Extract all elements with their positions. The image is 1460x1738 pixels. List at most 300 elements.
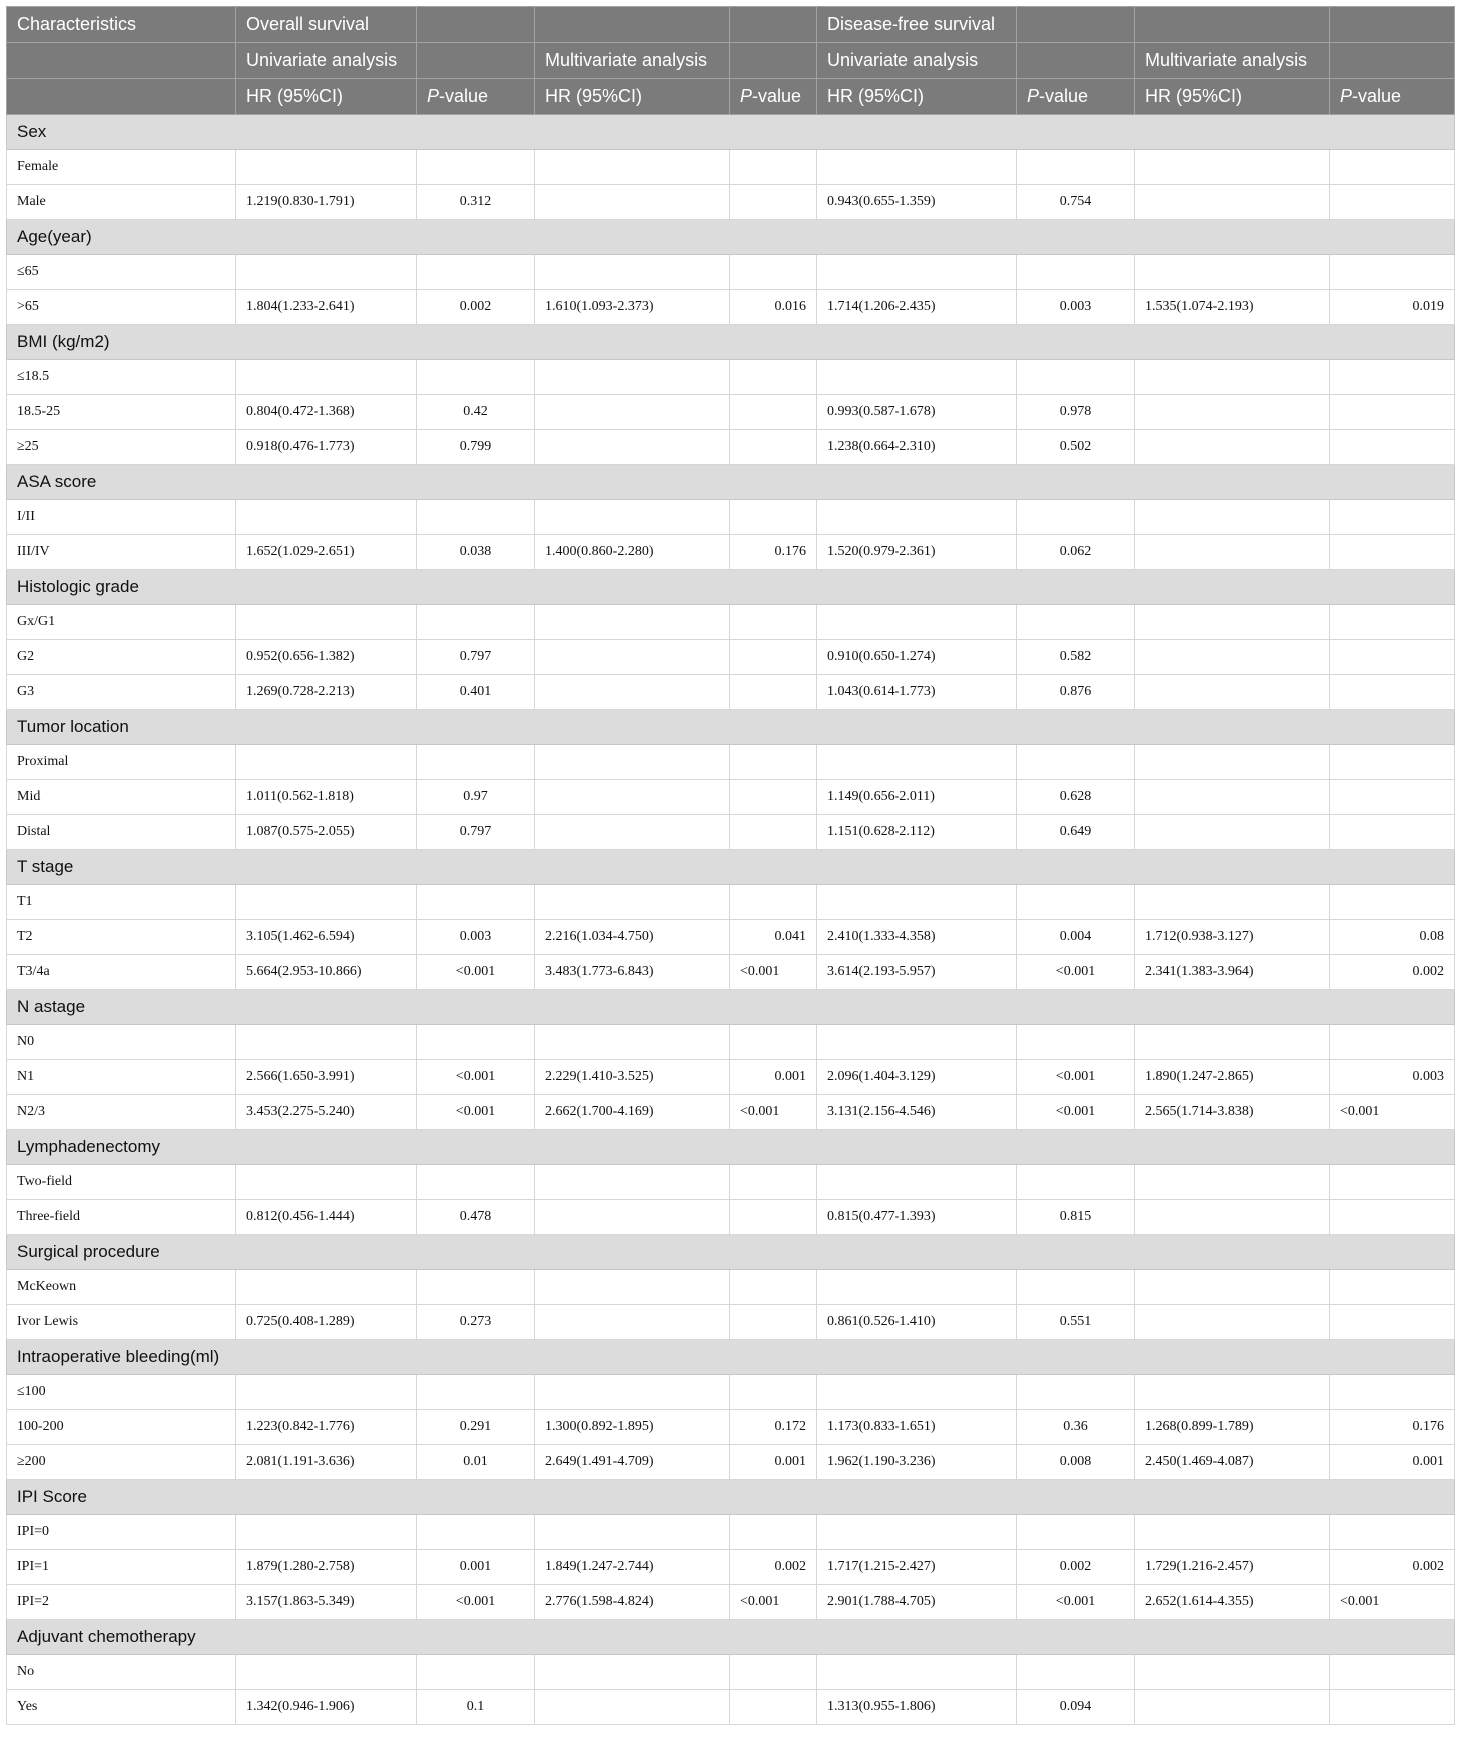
row-label: No — [7, 1655, 236, 1690]
table-row — [7, 430, 1455, 465]
os-multi-p-cell — [730, 1515, 817, 1550]
dfs-multi-p-cell — [1330, 605, 1455, 640]
os-uni-hr-cell: 1.879(1.280-2.758) — [236, 1550, 417, 1585]
dfs-uni-p-cell — [1017, 500, 1135, 535]
dfs-uni-hr-cell: 1.313(0.955-1.806) — [817, 1690, 1017, 1725]
dfs-uni-p-header — [1017, 79, 1135, 115]
dfs-multi-p-cell — [1330, 395, 1455, 430]
dfs-multi-hr-cell — [1135, 1655, 1330, 1690]
table-row — [7, 1445, 1455, 1480]
dfs-uni-p-cell — [1017, 1165, 1135, 1200]
group-row — [7, 570, 1455, 605]
os-multi-hr-header: HR (95%CI) — [535, 79, 730, 115]
os-multi-p-cell: 0.172 — [730, 1410, 817, 1445]
dfs-uni-p-cell — [1017, 1515, 1135, 1550]
row-label: I/II — [7, 500, 236, 535]
row-label: IPI=2 — [7, 1585, 236, 1620]
row-label: T1 — [7, 885, 236, 920]
dfs-multi-p-cell — [1330, 1655, 1455, 1690]
dfs-uni-p-cell: 0.628 — [1017, 780, 1135, 815]
dfs-multi-p-header — [1330, 79, 1455, 115]
dfs-uni-hr-cell — [817, 1655, 1017, 1690]
row-label: ≤100 — [7, 1375, 236, 1410]
dfs-uni-hr-cell: 1.962(1.190-3.236) — [817, 1445, 1017, 1480]
row-label: Three-field — [7, 1200, 236, 1235]
dfs-multi-hr-cell — [1135, 1270, 1330, 1305]
table-row — [7, 360, 1455, 395]
row-label: Male — [7, 185, 236, 220]
p-italic: P — [1340, 86, 1353, 106]
dfs-uni-hr-cell: 0.993(0.587-1.678) — [817, 395, 1017, 430]
os-multi-p-cell — [730, 1305, 817, 1340]
row-label: IPI=0 — [7, 1515, 236, 1550]
dfs-multi-p-cell — [1330, 675, 1455, 710]
os-multi-p-cell — [730, 360, 817, 395]
row-label: Proximal — [7, 745, 236, 780]
dfs-multi-p-cell — [1330, 1305, 1455, 1340]
dfs-uni-p-cell: <0.001 — [1017, 1095, 1135, 1130]
os-uni-hr-cell — [236, 360, 417, 395]
dfs-uni-hr-cell — [817, 500, 1017, 535]
os-multi-hr-cell — [535, 1200, 730, 1235]
table-row — [7, 535, 1455, 570]
os-multi-hr-cell: 2.649(1.491-4.709) — [535, 1445, 730, 1480]
table-row — [7, 955, 1455, 990]
os-multi-p-cell: 0.176 — [730, 535, 817, 570]
row-label: Ivor Lewis — [7, 1305, 236, 1340]
group-title: Tumor location — [7, 710, 1455, 745]
table-row — [7, 500, 1455, 535]
group-title: T stage — [7, 850, 1455, 885]
dfs-multi-hr-cell — [1135, 605, 1330, 640]
dfs-multi-p-cell — [1330, 1165, 1455, 1200]
os-uni-p-cell: 0.797 — [417, 815, 535, 850]
row-label: G2 — [7, 640, 236, 675]
os-uni-p-cell: 0.273 — [417, 1305, 535, 1340]
os-uni-p-cell: 0.1 — [417, 1690, 535, 1725]
row-label: G3 — [7, 675, 236, 710]
os-multi-p-cell — [730, 150, 817, 185]
table-row — [7, 780, 1455, 815]
os-uni-p-cell: <0.001 — [417, 1060, 535, 1095]
dfs-uni-p-cell — [1017, 1375, 1135, 1410]
os-uni-hr-cell: 1.219(0.830-1.791) — [236, 185, 417, 220]
os-uni-p-cell: 0.291 — [417, 1410, 535, 1445]
dfs-uni-hr-cell: 1.151(0.628-2.112) — [817, 815, 1017, 850]
table-row — [7, 1200, 1455, 1235]
dfs-uni-p-cell — [1017, 605, 1135, 640]
os-multi-p-cell — [730, 255, 817, 290]
table-row — [7, 255, 1455, 290]
overall-survival-header: Overall survival — [236, 7, 417, 43]
header-blank — [535, 7, 730, 43]
dfs-multi-p-cell — [1330, 815, 1455, 850]
dfs-multi-hr-cell: 2.341(1.383-3.964) — [1135, 955, 1330, 990]
group-row — [7, 220, 1455, 255]
row-label: 100-200 — [7, 1410, 236, 1445]
os-uni-p-cell — [417, 1375, 535, 1410]
os-multi-hr-cell — [535, 395, 730, 430]
group-title: BMI (kg/m2) — [7, 325, 1455, 360]
table-row — [7, 1375, 1455, 1410]
os-multi-hr-cell — [535, 1025, 730, 1060]
os-multi-hr-cell: 2.229(1.410-3.525) — [535, 1060, 730, 1095]
group-title: Lymphadenectomy — [7, 1130, 1455, 1165]
results-table-container — [6, 6, 1454, 1725]
dfs-multi-hr-cell — [1135, 885, 1330, 920]
os-uni-hr-cell: 3.105(1.462-6.594) — [236, 920, 417, 955]
os-uni-p-cell: 0.003 — [417, 920, 535, 955]
os-uni-hr-cell: 1.269(0.728-2.213) — [236, 675, 417, 710]
table-row — [7, 1655, 1455, 1690]
os-multi-p-cell: 0.002 — [730, 1550, 817, 1585]
dfs-uni-p-cell: 0.876 — [1017, 675, 1135, 710]
dfs-multi-hr-cell — [1135, 1690, 1330, 1725]
os-uni-hr-cell: 0.952(0.656-1.382) — [236, 640, 417, 675]
os-uni-hr-cell — [236, 1025, 417, 1060]
os-uni-hr-cell: 2.566(1.650-3.991) — [236, 1060, 417, 1095]
dfs-uni-p-cell — [1017, 1270, 1135, 1305]
os-multi-hr-cell — [535, 1655, 730, 1690]
row-label: McKeown — [7, 1270, 236, 1305]
os-multi-hr-cell — [535, 885, 730, 920]
table-row — [7, 1515, 1455, 1550]
row-label: T3/4a — [7, 955, 236, 990]
dfs-uni-hr-cell: 0.861(0.526-1.410) — [817, 1305, 1017, 1340]
table-row — [7, 1025, 1455, 1060]
dfs-multi-hr-cell — [1135, 1305, 1330, 1340]
row-label: Distal — [7, 815, 236, 850]
dfs-uni-hr-cell: 3.614(2.193-5.957) — [817, 955, 1017, 990]
row-label: ≤18.5 — [7, 360, 236, 395]
dfs-multi-p-cell — [1330, 1375, 1455, 1410]
dfs-uni-hr-cell — [817, 1165, 1017, 1200]
os-uni-p-cell — [417, 1025, 535, 1060]
dfs-uni-hr-cell — [817, 1375, 1017, 1410]
os-univariate-header: Univariate analysis — [236, 43, 417, 79]
dfs-uni-hr-cell: 3.131(2.156-4.546) — [817, 1095, 1017, 1130]
os-uni-p-cell: 0.038 — [417, 535, 535, 570]
header-blank — [730, 7, 817, 43]
os-uni-p-cell: 0.001 — [417, 1550, 535, 1585]
dfs-multi-hr-cell — [1135, 395, 1330, 430]
dfs-multi-p-cell — [1330, 1270, 1455, 1305]
os-multi-hr-cell: 1.400(0.860-2.280) — [535, 535, 730, 570]
group-title: ASA score — [7, 465, 1455, 500]
dfs-uni-p-cell: 0.815 — [1017, 1200, 1135, 1235]
os-multi-p-cell — [730, 780, 817, 815]
dfs-uni-p-cell: 0.003 — [1017, 290, 1135, 325]
header-blank — [1330, 43, 1455, 79]
dfs-multi-p-cell — [1330, 500, 1455, 535]
group-title: Surgical procedure — [7, 1235, 1455, 1270]
os-multi-hr-cell: 2.216(1.034-4.750) — [535, 920, 730, 955]
dfs-uni-p-cell: <0.001 — [1017, 1060, 1135, 1095]
os-multi-p-cell: <0.001 — [730, 1585, 817, 1620]
os-multi-p-cell: 0.041 — [730, 920, 817, 955]
os-uni-hr-cell: 0.918(0.476-1.773) — [236, 430, 417, 465]
dfs-uni-hr-cell — [817, 1270, 1017, 1305]
os-multi-hr-cell — [535, 1375, 730, 1410]
table-row — [7, 920, 1455, 955]
table-row — [7, 815, 1455, 850]
dfs-uni-hr-cell: 1.043(0.614-1.773) — [817, 675, 1017, 710]
os-uni-p-cell: 0.42 — [417, 395, 535, 430]
dfs-multi-hr-cell — [1135, 745, 1330, 780]
dfs-multi-hr-cell: 1.268(0.899-1.789) — [1135, 1410, 1330, 1445]
os-uni-hr-cell: 1.011(0.562-1.818) — [236, 780, 417, 815]
p-italic: P — [740, 86, 753, 106]
os-uni-hr-cell: 0.725(0.408-1.289) — [236, 1305, 417, 1340]
dfs-uni-p-cell: 0.551 — [1017, 1305, 1135, 1340]
table-row — [7, 675, 1455, 710]
table-row — [7, 185, 1455, 220]
row-label: III/IV — [7, 535, 236, 570]
dfs-multi-p-cell — [1330, 150, 1455, 185]
os-multi-p-cell — [730, 185, 817, 220]
row-label: Female — [7, 150, 236, 185]
os-uni-hr-cell: 3.453(2.275-5.240) — [236, 1095, 417, 1130]
table-row — [7, 1095, 1455, 1130]
row-label: Mid — [7, 780, 236, 815]
dfs-multi-p-cell: 0.176 — [1330, 1410, 1455, 1445]
dfs-uni-hr-cell: 2.410(1.333-4.358) — [817, 920, 1017, 955]
table-row — [7, 150, 1455, 185]
group-title: Adjuvant chemotherapy — [7, 1620, 1455, 1655]
dfs-uni-hr-cell — [817, 360, 1017, 395]
os-uni-p-cell — [417, 1515, 535, 1550]
dfs-multi-hr-cell — [1135, 1025, 1330, 1060]
dfs-multi-p-cell — [1330, 780, 1455, 815]
header-blank — [1330, 7, 1455, 43]
os-uni-p-cell — [417, 360, 535, 395]
table-row — [7, 605, 1455, 640]
dfs-uni-hr-cell — [817, 605, 1017, 640]
dfs-uni-p-cell: 0.582 — [1017, 640, 1135, 675]
table-body — [7, 115, 1455, 1725]
group-title: Sex — [7, 115, 1455, 150]
row-label: N1 — [7, 1060, 236, 1095]
os-multi-p-cell — [730, 1655, 817, 1690]
p-rest: -value — [752, 86, 802, 106]
os-multi-p-cell — [730, 395, 817, 430]
dfs-multi-p-cell — [1330, 640, 1455, 675]
os-uni-hr-cell — [236, 150, 417, 185]
os-uni-hr-cell — [236, 500, 417, 535]
dfs-uni-p-cell — [1017, 1025, 1135, 1060]
os-uni-p-cell — [417, 885, 535, 920]
os-multi-p-cell: <0.001 — [730, 955, 817, 990]
os-multi-p-cell — [730, 1270, 817, 1305]
dfs-uni-hr-cell: 1.520(0.979-2.361) — [817, 535, 1017, 570]
dfs-multi-hr-cell — [1135, 815, 1330, 850]
group-row — [7, 1620, 1455, 1655]
os-uni-hr-cell — [236, 1375, 417, 1410]
group-row — [7, 990, 1455, 1025]
os-multi-hr-cell: 2.662(1.700-4.169) — [535, 1095, 730, 1130]
dfs-uni-p-cell: 0.978 — [1017, 395, 1135, 430]
row-label: ≥200 — [7, 1445, 236, 1480]
dfs-multi-p-cell: 0.002 — [1330, 955, 1455, 990]
dfs-multi-hr-cell: 1.712(0.938-3.127) — [1135, 920, 1330, 955]
dfs-multi-hr-cell: 1.890(1.247-2.865) — [1135, 1060, 1330, 1095]
group-title: IPI Score — [7, 1480, 1455, 1515]
row-label: N0 — [7, 1025, 236, 1060]
os-multi-hr-cell — [535, 1165, 730, 1200]
os-uni-hr-cell — [236, 1270, 417, 1305]
dfs-uni-hr-cell: 1.717(1.215-2.427) — [817, 1550, 1017, 1585]
group-row — [7, 1130, 1455, 1165]
dfs-multi-p-cell: <0.001 — [1330, 1095, 1455, 1130]
dfs-multi-p-cell — [1330, 255, 1455, 290]
dfs-uni-p-cell: 0.649 — [1017, 815, 1135, 850]
dfs-multi-hr-cell: 2.450(1.469-4.087) — [1135, 1445, 1330, 1480]
dfs-multi-hr-cell — [1135, 500, 1330, 535]
table-row — [7, 1550, 1455, 1585]
table-row — [7, 1410, 1455, 1445]
dfs-uni-p-cell: 0.002 — [1017, 1550, 1135, 1585]
os-multi-hr-cell — [535, 815, 730, 850]
table-row — [7, 1690, 1455, 1725]
dfs-uni-p-cell: 0.062 — [1017, 535, 1135, 570]
os-multi-p-cell — [730, 1200, 817, 1235]
dfs-uni-p-cell — [1017, 885, 1135, 920]
dfs-uni-hr-cell — [817, 1515, 1017, 1550]
os-multi-p-cell — [730, 500, 817, 535]
row-label: Two-field — [7, 1165, 236, 1200]
os-multi-hr-cell — [535, 780, 730, 815]
os-multi-hr-cell — [535, 360, 730, 395]
os-uni-p-cell: 0.97 — [417, 780, 535, 815]
group-title: N astage — [7, 990, 1455, 1025]
group-row — [7, 115, 1455, 150]
os-uni-hr-cell — [236, 1515, 417, 1550]
os-uni-p-header — [417, 79, 535, 115]
table-row — [7, 885, 1455, 920]
header-blank — [1017, 7, 1135, 43]
os-uni-hr-cell: 2.081(1.191-3.636) — [236, 1445, 417, 1480]
group-row — [7, 1340, 1455, 1375]
dfs-uni-p-cell: 0.754 — [1017, 185, 1135, 220]
os-uni-hr-cell: 0.804(0.472-1.368) — [236, 395, 417, 430]
dfs-multi-p-cell: 0.019 — [1330, 290, 1455, 325]
dfs-multi-p-cell — [1330, 185, 1455, 220]
os-uni-p-cell — [417, 500, 535, 535]
row-label: IPI=1 — [7, 1550, 236, 1585]
dfs-uni-p-cell: 0.094 — [1017, 1690, 1135, 1725]
os-multi-p-cell: 0.016 — [730, 290, 817, 325]
dfs-multi-p-cell: 0.002 — [1330, 1550, 1455, 1585]
dfs-uni-hr-cell: 0.943(0.655-1.359) — [817, 185, 1017, 220]
p-italic: P — [1027, 86, 1040, 106]
group-row — [7, 850, 1455, 885]
dfs-uni-hr-cell: 1.173(0.833-1.651) — [817, 1410, 1017, 1445]
os-multi-p-cell: 0.001 — [730, 1060, 817, 1095]
dfs-multi-p-cell: 0.08 — [1330, 920, 1455, 955]
dfs-multi-p-cell — [1330, 360, 1455, 395]
os-multi-p-cell — [730, 1025, 817, 1060]
os-multi-p-header — [730, 79, 817, 115]
dfs-uni-p-cell — [1017, 745, 1135, 780]
os-multi-p-cell: 0.001 — [730, 1445, 817, 1480]
header-blank — [1017, 43, 1135, 79]
row-label: Gx/G1 — [7, 605, 236, 640]
dfs-multi-hr-cell: 1.535(1.074-2.193) — [1135, 290, 1330, 325]
table-row — [7, 290, 1455, 325]
os-uni-p-cell — [417, 745, 535, 780]
os-uni-hr-cell: 3.157(1.863-5.349) — [236, 1585, 417, 1620]
dfs-uni-hr-cell: 2.901(1.788-4.705) — [817, 1585, 1017, 1620]
os-uni-hr-cell: 1.652(1.029-2.651) — [236, 535, 417, 570]
os-uni-p-cell — [417, 1655, 535, 1690]
dfs-uni-hr-cell: 0.910(0.650-1.274) — [817, 640, 1017, 675]
group-row — [7, 710, 1455, 745]
dfs-uni-hr-header: HR (95%CI) — [817, 79, 1017, 115]
dfs-uni-hr-cell: 0.815(0.477-1.393) — [817, 1200, 1017, 1235]
os-multi-p-cell — [730, 605, 817, 640]
table-row — [7, 1165, 1455, 1200]
os-multi-hr-cell: 1.610(1.093-2.373) — [535, 290, 730, 325]
p-rest: -value — [1039, 86, 1089, 106]
dfs-multi-hr-cell — [1135, 1515, 1330, 1550]
dfs-multi-hr-cell — [1135, 255, 1330, 290]
os-uni-hr-cell: 1.223(0.842-1.776) — [236, 1410, 417, 1445]
dfs-uni-p-cell: 0.502 — [1017, 430, 1135, 465]
row-label: T2 — [7, 920, 236, 955]
os-multi-hr-cell — [535, 640, 730, 675]
os-uni-hr-cell — [236, 885, 417, 920]
os-uni-p-cell: 0.401 — [417, 675, 535, 710]
os-uni-p-cell — [417, 605, 535, 640]
os-multi-p-cell — [730, 815, 817, 850]
p-rest: -value — [439, 86, 489, 106]
os-multi-hr-cell — [535, 185, 730, 220]
os-multi-hr-cell: 1.300(0.892-1.895) — [535, 1410, 730, 1445]
row-label: 18.5-25 — [7, 395, 236, 430]
os-multi-hr-cell — [535, 1515, 730, 1550]
dfs-multi-hr-cell — [1135, 535, 1330, 570]
group-title: Intraoperative bleeding(ml) — [7, 1340, 1455, 1375]
os-uni-hr-cell: 1.342(0.946-1.906) — [236, 1690, 417, 1725]
os-multi-hr-cell — [535, 1690, 730, 1725]
os-uni-hr-cell — [236, 255, 417, 290]
dfs-multi-p-cell: 0.003 — [1330, 1060, 1455, 1095]
dfs-multi-p-cell — [1330, 1690, 1455, 1725]
dfs-uni-hr-cell — [817, 150, 1017, 185]
group-title: Histologic grade — [7, 570, 1455, 605]
dfs-multi-hr-cell — [1135, 150, 1330, 185]
os-multi-hr-cell — [535, 500, 730, 535]
group-row — [7, 1235, 1455, 1270]
dfs-multi-p-cell — [1330, 745, 1455, 780]
os-uni-p-cell — [417, 150, 535, 185]
os-multi-p-cell — [730, 430, 817, 465]
p-italic: P — [427, 86, 440, 106]
dfs-multi-hr-cell — [1135, 1200, 1330, 1235]
table-row — [7, 1305, 1455, 1340]
row-label: Yes — [7, 1690, 236, 1725]
dfs-multi-hr-cell — [1135, 1375, 1330, 1410]
dfs-uni-p-cell — [1017, 150, 1135, 185]
table-row — [7, 1270, 1455, 1305]
dfs-multi-p-cell: 0.001 — [1330, 1445, 1455, 1480]
dfs-multi-hr-cell — [1135, 185, 1330, 220]
dfs-multi-p-cell — [1330, 885, 1455, 920]
os-multi-hr-cell — [535, 1270, 730, 1305]
os-multi-p-cell — [730, 885, 817, 920]
os-multi-hr-cell — [535, 675, 730, 710]
dfs-multi-hr-cell: 2.565(1.714-3.838) — [1135, 1095, 1330, 1130]
